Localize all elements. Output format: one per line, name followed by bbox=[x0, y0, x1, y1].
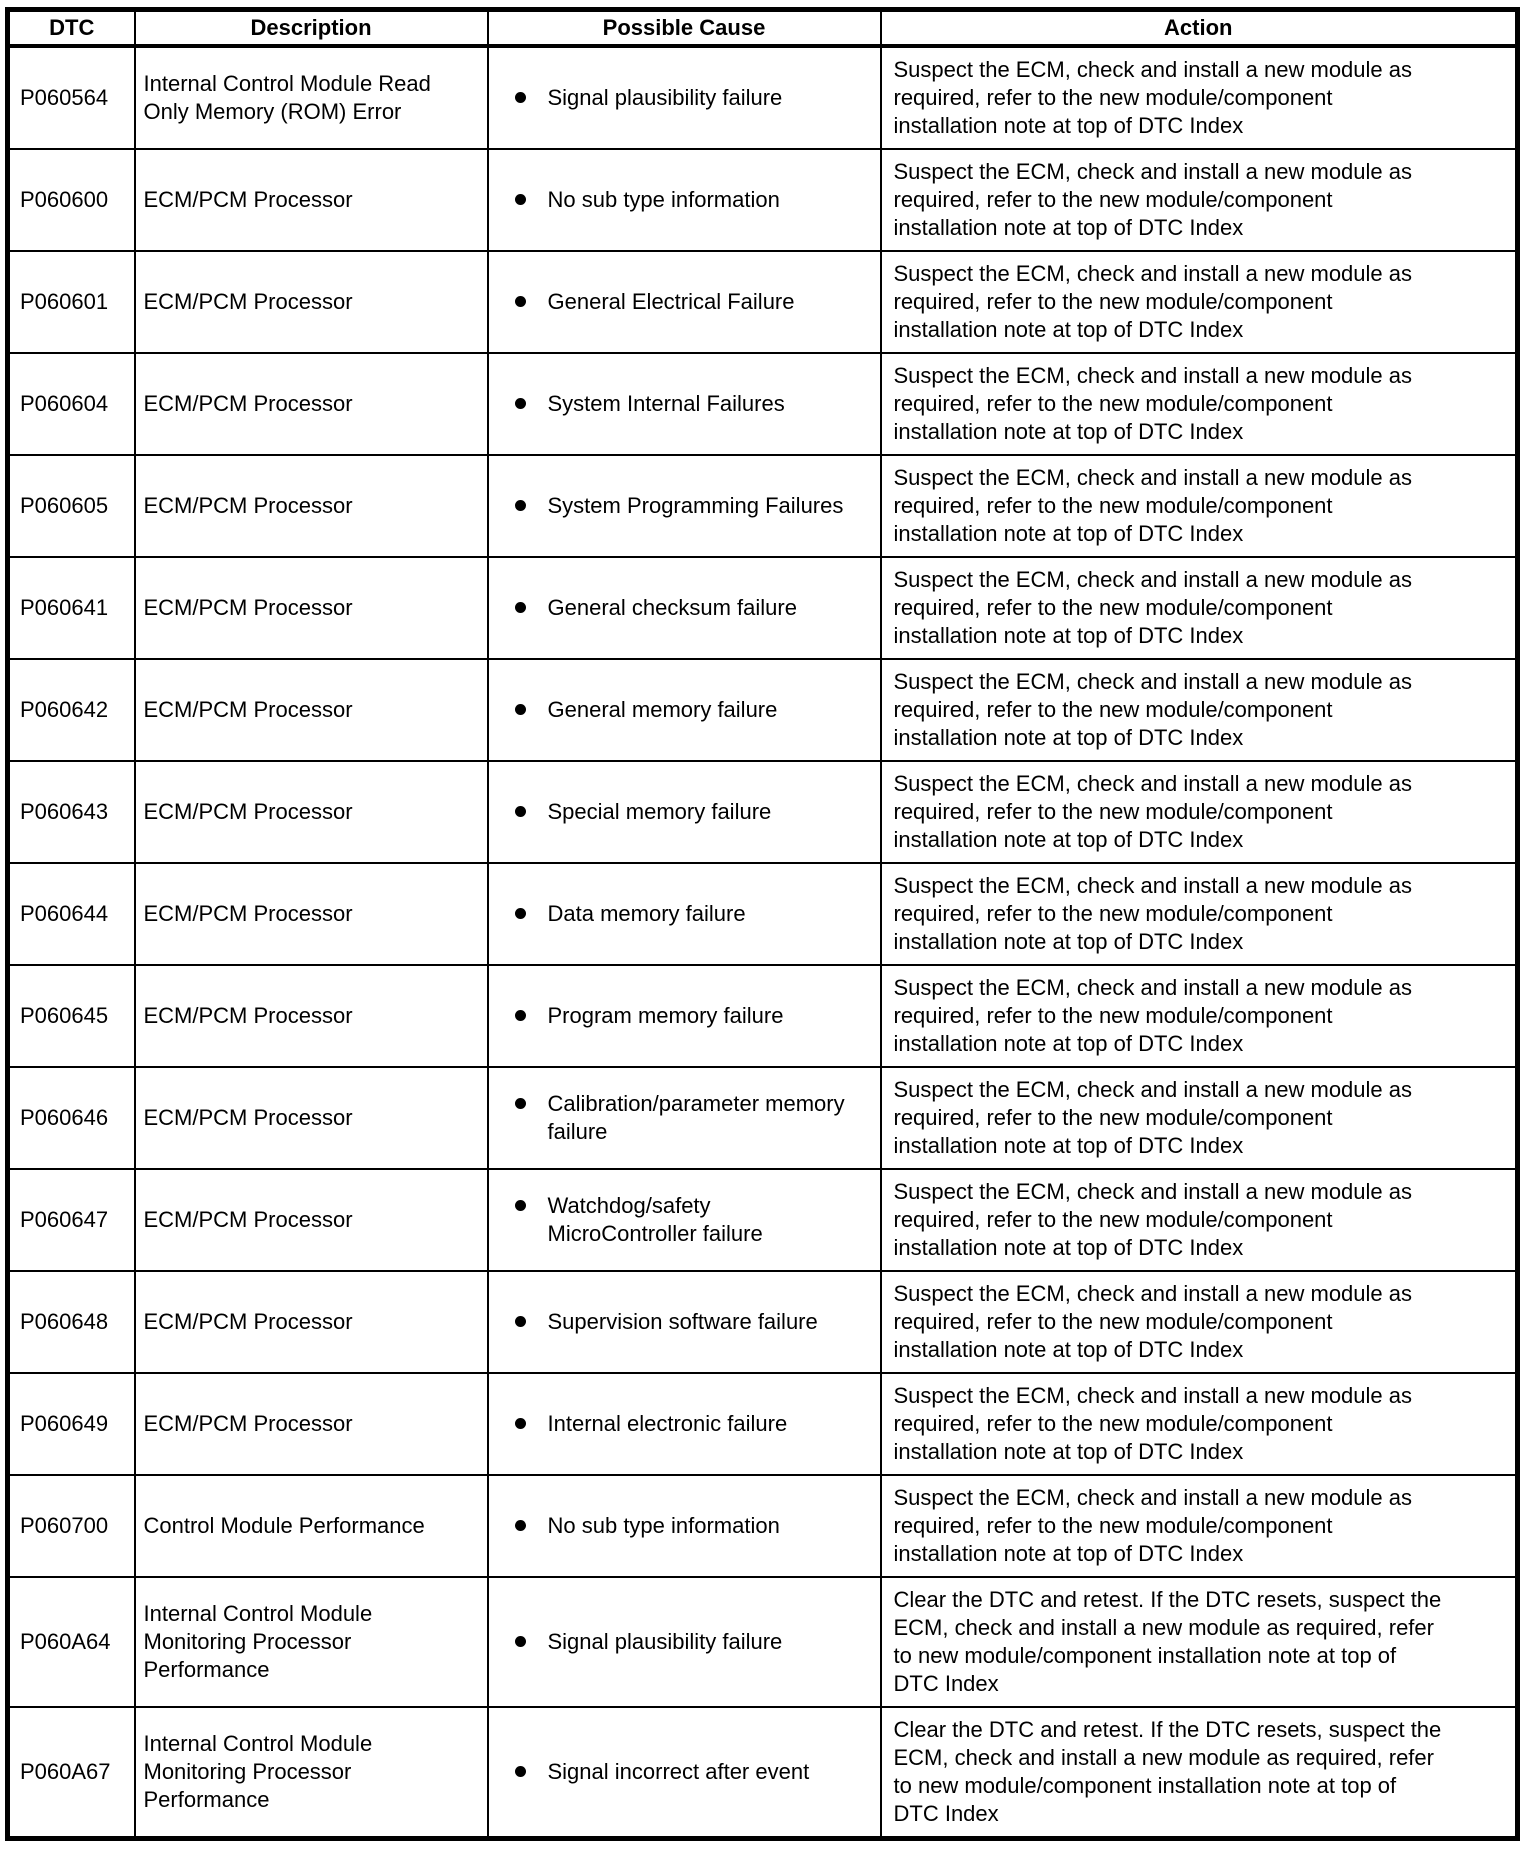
action-text: Suspect the ECM, check and install a new module as required, refer to the new module/component installation note at top of DTC Index bbox=[893, 1281, 1412, 1362]
cause-text: Supervision software failure bbox=[547, 1309, 818, 1334]
action-text: Suspect the ECM, check and install a new module as required, refer to the new module/component installation note at top of DTC Index bbox=[893, 975, 1412, 1056]
dtc-code-cell: P060643 bbox=[8, 761, 135, 863]
action-cell bbox=[881, 1373, 1518, 1475]
cause-text: System Internal Failures bbox=[547, 391, 785, 416]
possible-cause-cell bbox=[488, 659, 881, 761]
description-text: ECM/PCM Processor bbox=[143, 1105, 353, 1130]
bullet-icon bbox=[515, 194, 526, 205]
bullet-icon bbox=[515, 1766, 526, 1777]
cause-list-item bbox=[515, 1192, 872, 1248]
action-text: Suspect the ECM, check and install a new module as required, refer to the new module/component installation note at top of DTC Index bbox=[893, 261, 1412, 342]
description-text: Internal Control Module Monitoring Processor Performance bbox=[143, 1601, 373, 1682]
action-text: Suspect the ECM, check and install a new module as required, refer to the new module/component installation note at top of DTC Index bbox=[893, 57, 1412, 138]
possible-cause-cell bbox=[488, 761, 881, 863]
action-cell bbox=[881, 1475, 1518, 1577]
description-text: ECM/PCM Processor bbox=[143, 1003, 353, 1028]
description-text: ECM/PCM Processor bbox=[143, 901, 353, 926]
cause-text: Calibration/parameter memory failure bbox=[547, 1091, 845, 1144]
description-text: ECM/PCM Processor bbox=[143, 187, 353, 212]
description-text: ECM/PCM Processor bbox=[143, 697, 353, 722]
cause-list-item bbox=[515, 1410, 872, 1438]
action-cell bbox=[881, 1707, 1518, 1839]
dtc-code-cell: P060564 bbox=[8, 46, 135, 149]
table-row bbox=[8, 557, 1518, 659]
cause-text: Signal plausibility failure bbox=[547, 85, 783, 110]
description-cell bbox=[135, 1373, 488, 1475]
description-text: ECM/PCM Processor bbox=[143, 1207, 353, 1232]
dtc-code-cell: P060605 bbox=[8, 455, 135, 557]
description-cell bbox=[135, 1271, 488, 1373]
dtc-code-cell: P060649 bbox=[8, 1373, 135, 1475]
dtc-code-cell: P060604 bbox=[8, 353, 135, 455]
description-text: ECM/PCM Processor bbox=[143, 799, 353, 824]
action-cell bbox=[881, 1169, 1518, 1271]
possible-cause-cell bbox=[488, 1169, 881, 1271]
table-row bbox=[8, 1475, 1518, 1577]
cause-list-item bbox=[515, 594, 872, 622]
cause-text: Watchdog/safety MicroController failure bbox=[547, 1193, 763, 1246]
cause-list-item bbox=[515, 1002, 872, 1030]
bullet-icon bbox=[515, 296, 526, 307]
description-text: ECM/PCM Processor bbox=[143, 391, 353, 416]
possible-cause-cell bbox=[488, 251, 881, 353]
description-text: ECM/PCM Processor bbox=[143, 595, 353, 620]
table-row bbox=[8, 1577, 1518, 1707]
possible-cause-cell bbox=[488, 1373, 881, 1475]
table-row bbox=[8, 1271, 1518, 1373]
bullet-icon bbox=[515, 92, 526, 103]
description-cell bbox=[135, 863, 488, 965]
action-cell bbox=[881, 353, 1518, 455]
cause-list-item bbox=[515, 390, 872, 418]
bullet-icon bbox=[515, 1316, 526, 1327]
cause-list-item bbox=[515, 288, 872, 316]
action-text: Suspect the ECM, check and install a new module as required, refer to the new module/component installation note at top of DTC Index bbox=[893, 465, 1412, 546]
action-cell bbox=[881, 251, 1518, 353]
bullet-icon bbox=[515, 1098, 526, 1109]
action-cell bbox=[881, 557, 1518, 659]
dtc-code-cell: P060642 bbox=[8, 659, 135, 761]
description-cell bbox=[135, 353, 488, 455]
bullet-icon bbox=[515, 1418, 526, 1429]
action-text: Suspect the ECM, check and install a new module as required, refer to the new module/component installation note at top of DTC Index bbox=[893, 363, 1412, 444]
table-row bbox=[8, 1707, 1518, 1839]
action-text: Suspect the ECM, check and install a new module as required, refer to the new module/component installation note at top of DTC Index bbox=[893, 1383, 1412, 1464]
cause-text: Internal electronic failure bbox=[547, 1411, 788, 1436]
action-text: Suspect the ECM, check and install a new module as required, refer to the new module/component installation note at top of DTC Index bbox=[893, 771, 1412, 852]
bullet-icon bbox=[515, 704, 526, 715]
cause-list-item bbox=[515, 1758, 872, 1786]
col-header-dtc: DTC bbox=[8, 10, 135, 47]
table-row bbox=[8, 46, 1518, 149]
action-cell bbox=[881, 761, 1518, 863]
possible-cause-cell bbox=[488, 1067, 881, 1169]
dtc-code-cell: P060646 bbox=[8, 1067, 135, 1169]
table-row bbox=[8, 863, 1518, 965]
cause-list-item bbox=[515, 1512, 872, 1540]
cause-list-item bbox=[515, 492, 872, 520]
possible-cause-cell bbox=[488, 1707, 881, 1839]
description-cell bbox=[135, 761, 488, 863]
bullet-icon bbox=[515, 602, 526, 613]
action-cell bbox=[881, 1271, 1518, 1373]
col-header-possible-cause: Possible Cause bbox=[488, 10, 881, 47]
description-text: ECM/PCM Processor bbox=[143, 493, 353, 518]
action-cell bbox=[881, 1067, 1518, 1169]
possible-cause-cell bbox=[488, 46, 881, 149]
bullet-icon bbox=[515, 1636, 526, 1647]
dtc-code-cell: P060A67 bbox=[8, 1707, 135, 1839]
cause-list-item bbox=[515, 1628, 872, 1656]
dtc-code-cell: P060648 bbox=[8, 1271, 135, 1373]
action-text: Suspect the ECM, check and install a new module as required, refer to the new module/component installation note at top of DTC Index bbox=[893, 873, 1412, 954]
cause-text: General checksum failure bbox=[547, 595, 797, 620]
description-text: Control Module Performance bbox=[143, 1513, 425, 1538]
cause-text: Special memory failure bbox=[547, 799, 772, 824]
description-cell bbox=[135, 557, 488, 659]
dtc-code-cell: P060641 bbox=[8, 557, 135, 659]
description-cell bbox=[135, 659, 488, 761]
dtc-code-cell: P060600 bbox=[8, 149, 135, 251]
description-text: Internal Control Module Monitoring Processor Performance bbox=[143, 1731, 373, 1812]
bullet-icon bbox=[515, 1200, 526, 1211]
cause-list-item bbox=[515, 84, 872, 112]
cause-text: No sub type information bbox=[547, 1513, 780, 1538]
table-row bbox=[8, 455, 1518, 557]
cause-text: Data memory failure bbox=[547, 901, 746, 926]
table-row bbox=[8, 659, 1518, 761]
possible-cause-cell bbox=[488, 1271, 881, 1373]
description-cell bbox=[135, 455, 488, 557]
possible-cause-cell bbox=[488, 149, 881, 251]
bullet-icon bbox=[515, 1520, 526, 1531]
action-cell bbox=[881, 659, 1518, 761]
action-cell bbox=[881, 46, 1518, 149]
table-row bbox=[8, 251, 1518, 353]
table-row bbox=[8, 353, 1518, 455]
dtc-table-body bbox=[8, 46, 1518, 1839]
possible-cause-cell bbox=[488, 455, 881, 557]
dtc-table bbox=[5, 7, 1520, 1841]
cause-text: Signal plausibility failure bbox=[547, 1629, 783, 1654]
possible-cause-cell bbox=[488, 353, 881, 455]
description-text: ECM/PCM Processor bbox=[143, 1411, 353, 1436]
col-header-action: Action bbox=[881, 10, 1518, 47]
cause-text: System Programming Failures bbox=[547, 493, 844, 518]
description-text: Internal Control Module Read Only Memory (ROM) Error bbox=[143, 71, 431, 124]
action-cell bbox=[881, 1577, 1518, 1707]
col-header-description: Description bbox=[135, 10, 488, 47]
table-row bbox=[8, 1067, 1518, 1169]
action-cell bbox=[881, 965, 1518, 1067]
action-text: Suspect the ECM, check and install a new module as required, refer to the new module/component installation note at top of DTC Index bbox=[893, 669, 1412, 750]
possible-cause-cell bbox=[488, 1475, 881, 1577]
dtc-code-cell: P060645 bbox=[8, 965, 135, 1067]
cause-list-item bbox=[515, 1308, 872, 1336]
possible-cause-cell bbox=[488, 863, 881, 965]
description-cell bbox=[135, 46, 488, 149]
description-cell bbox=[135, 965, 488, 1067]
table-row bbox=[8, 761, 1518, 863]
dtc-code-cell: P060601 bbox=[8, 251, 135, 353]
cause-list-item bbox=[515, 900, 872, 928]
action-text: Clear the DTC and retest. If the DTC resets, suspect the ECM, check and install a new module as required, refer to new module/component installation note at top of DTC Index bbox=[893, 1717, 1442, 1826]
cause-text: General Electrical Failure bbox=[547, 289, 795, 314]
description-cell bbox=[135, 1577, 488, 1707]
action-text: Clear the DTC and retest. If the DTC resets, suspect the ECM, check and install a new module as required, refer to new module/component installation note at top of DTC Index bbox=[893, 1587, 1442, 1696]
description-cell bbox=[135, 251, 488, 353]
table-row bbox=[8, 965, 1518, 1067]
bullet-icon bbox=[515, 500, 526, 511]
action-cell bbox=[881, 863, 1518, 965]
description-cell bbox=[135, 1169, 488, 1271]
description-cell bbox=[135, 1707, 488, 1839]
bullet-icon bbox=[515, 1010, 526, 1021]
table-row bbox=[8, 1373, 1518, 1475]
dtc-code-cell: P060A64 bbox=[8, 1577, 135, 1707]
cause-list-item bbox=[515, 696, 872, 724]
description-cell bbox=[135, 149, 488, 251]
action-text: Suspect the ECM, check and install a new module as required, refer to the new module/component installation note at top of DTC Index bbox=[893, 1485, 1412, 1566]
dtc-code-cell: P060647 bbox=[8, 1169, 135, 1271]
table-row bbox=[8, 149, 1518, 251]
description-text: ECM/PCM Processor bbox=[143, 289, 353, 314]
header-row bbox=[8, 10, 1518, 47]
dtc-table-header bbox=[8, 10, 1518, 47]
cause-list-item bbox=[515, 186, 872, 214]
action-text: Suspect the ECM, check and install a new module as required, refer to the new module/component installation note at top of DTC Index bbox=[893, 567, 1412, 648]
possible-cause-cell bbox=[488, 1577, 881, 1707]
cause-list-item bbox=[515, 798, 872, 826]
table-row bbox=[8, 1169, 1518, 1271]
bullet-icon bbox=[515, 398, 526, 409]
description-cell bbox=[135, 1067, 488, 1169]
description-text: ECM/PCM Processor bbox=[143, 1309, 353, 1334]
action-text: Suspect the ECM, check and install a new module as required, refer to the new module/component installation note at top of DTC Index bbox=[893, 1077, 1412, 1158]
possible-cause-cell bbox=[488, 557, 881, 659]
action-cell bbox=[881, 455, 1518, 557]
cause-text: Signal incorrect after event bbox=[547, 1759, 810, 1784]
cause-text: Program memory failure bbox=[547, 1003, 784, 1028]
bullet-icon bbox=[515, 806, 526, 817]
bullet-icon bbox=[515, 908, 526, 919]
cause-list-item bbox=[515, 1090, 872, 1146]
dtc-code-cell: P060700 bbox=[8, 1475, 135, 1577]
action-text: Suspect the ECM, check and install a new module as required, refer to the new module/component installation note at top of DTC Index bbox=[893, 1179, 1412, 1260]
dtc-code-cell: P060644 bbox=[8, 863, 135, 965]
action-text: Suspect the ECM, check and install a new module as required, refer to the new module/component installation note at top of DTC Index bbox=[893, 159, 1412, 240]
description-cell bbox=[135, 1475, 488, 1577]
cause-text: No sub type information bbox=[547, 187, 780, 212]
possible-cause-cell bbox=[488, 965, 881, 1067]
cause-text: General memory failure bbox=[547, 697, 778, 722]
action-cell bbox=[881, 149, 1518, 251]
